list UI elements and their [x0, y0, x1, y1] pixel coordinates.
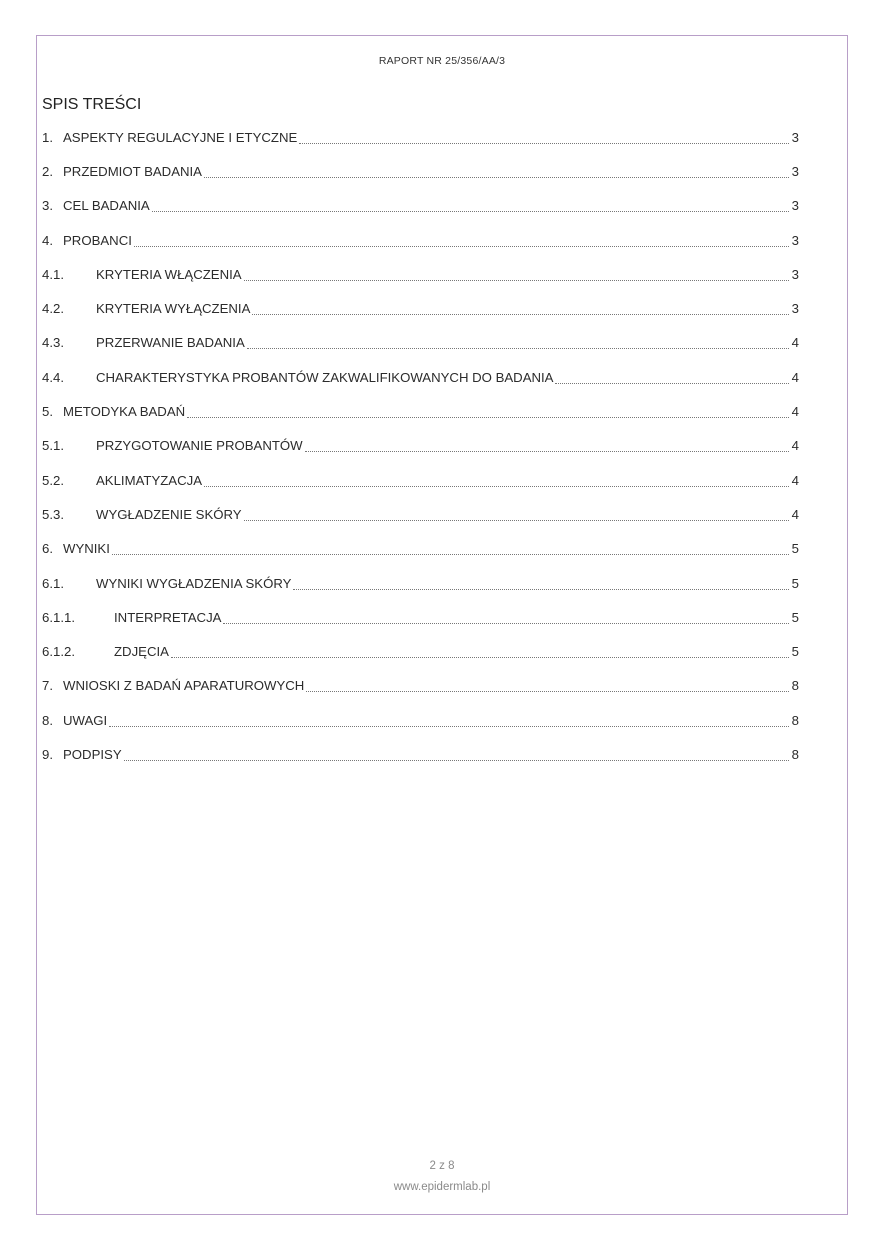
toc-entry-number: 5.3. [42, 506, 64, 522]
toc-entry-page: 4 [791, 369, 799, 385]
toc-entry-label: ASPEKTY REGULACYJNE I ETYCZNE [63, 129, 298, 145]
toc-leader-dots [293, 579, 789, 590]
toc-entry-number: 4.4. [42, 369, 64, 385]
toc-entry-label: WYGŁADZENIE SKÓRY [96, 506, 242, 522]
toc-leader-dots [305, 441, 789, 452]
toc-entry-page: 5 [791, 541, 799, 557]
toc-leader-dots [306, 681, 789, 692]
toc-entry-page: 8 [791, 746, 799, 762]
toc-entry[interactable] [42, 394, 799, 428]
toc-leader-dots [187, 407, 789, 418]
toc-leader-dots [112, 544, 789, 555]
toc-entry-label: ZDJĘCIA [114, 644, 169, 660]
toc-entry-page: 3 [791, 198, 799, 214]
toc-entry[interactable] [42, 154, 799, 188]
toc-entry[interactable] [42, 634, 799, 668]
toc-entry[interactable] [42, 669, 799, 703]
toc-leader-dots [244, 510, 789, 521]
toc-leader-dots [247, 338, 789, 349]
toc-entry-number: 1. [42, 129, 53, 145]
toc-entry-page: 4 [791, 404, 799, 420]
toc-entry-number: 8. [42, 712, 53, 728]
toc-leader-dots [152, 201, 789, 212]
toc-entry-page: 4 [791, 506, 799, 522]
toc-entry[interactable] [42, 429, 799, 463]
toc-entry-number: 5. [42, 404, 53, 420]
toc-entry-number: 4.1. [42, 266, 64, 282]
toc-entry-page: 3 [791, 232, 799, 248]
toc-entry-label: INTERPRETACJA [114, 609, 222, 625]
toc-entry-label: PRZERWANIE BADANIA [96, 335, 245, 351]
toc-entry-number: 2. [42, 163, 53, 179]
toc-entry[interactable] [42, 703, 799, 737]
toc-entry-number: 3. [42, 198, 53, 214]
toc-entry[interactable] [42, 326, 799, 360]
toc-entry-label: PODPISY [63, 746, 122, 762]
toc-entry-page: 3 [791, 163, 799, 179]
toc-entry-page: 5 [791, 609, 799, 625]
toc-leader-dots [223, 613, 789, 624]
toc-entry-label: KRYTERIA WYŁĄCZENIA [96, 301, 251, 317]
toc-entry[interactable] [42, 223, 799, 257]
toc-entry-label: KRYTERIA WŁĄCZENIA [96, 266, 242, 282]
toc-entry-label: CEL BADANIA [63, 198, 150, 214]
toc-entry-label: CHARAKTERYSTYKA PROBANTÓW ZAKWALIFIKOWANYCH DO BADANIA [96, 369, 554, 385]
toc-leader-dots [124, 750, 789, 761]
toc-entry-page: 5 [791, 644, 799, 660]
toc-entry[interactable] [42, 189, 799, 223]
toc-entry-number: 4.3. [42, 335, 64, 351]
toc-entry-page: 4 [791, 472, 799, 488]
toc-leader-dots [555, 373, 789, 384]
toc-entry[interactable] [42, 291, 799, 325]
toc-entry-number: 6. [42, 541, 53, 557]
toc-entry-label: AKLIMATYZACJA [96, 472, 203, 488]
toc-entry-page: 3 [791, 129, 799, 145]
toc-leader-dots [171, 647, 789, 658]
toc-entry[interactable] [42, 532, 799, 566]
toc-entry-label: PROBANCI [63, 232, 132, 248]
toc-leader-dots [299, 133, 789, 144]
toc-entry-number: 7. [42, 678, 53, 694]
toc-entry-page: 3 [791, 301, 799, 317]
toc-leader-dots [244, 270, 789, 281]
toc-entry-number: 9. [42, 746, 53, 762]
page-number: 2 z 8 [429, 1160, 455, 1172]
toc-entry-number: 6.1.1. [42, 609, 75, 625]
toc-entry-number: 6.1.2. [42, 644, 75, 660]
toc-entry-label: UWAGI [63, 712, 108, 728]
toc-entry-page: 8 [791, 678, 799, 694]
toc-entry-label: METODYKA BADAŃ [63, 404, 186, 420]
toc-entry-label: WYNIKI [63, 541, 110, 557]
toc-leader-dots [134, 236, 789, 247]
toc-entry[interactable] [42, 600, 799, 634]
toc-entry-label: WNIOSKI Z BADAŃ APARATUROWYCH [63, 678, 305, 694]
toc-entry-page: 5 [791, 575, 799, 591]
toc-entry[interactable] [42, 737, 799, 771]
toc-entry[interactable] [42, 463, 799, 497]
toc-title: SPIS TREŚCI [42, 96, 142, 113]
toc-entry-number: 5.1. [42, 438, 64, 454]
toc-entry-label: PRZYGOTOWANIE PROBANTÓW [96, 438, 303, 454]
table-of-contents [42, 120, 799, 772]
toc-entry-number: 4. [42, 232, 53, 248]
toc-entry-number: 4.2. [42, 301, 64, 317]
toc-entry[interactable] [42, 360, 799, 394]
toc-entry[interactable] [42, 257, 799, 291]
toc-entry-label: WYNIKI WYGŁADZENIA SKÓRY [96, 575, 292, 591]
website-footer: www.epidermlab.pl [393, 1181, 491, 1193]
toc-entry[interactable] [42, 566, 799, 600]
toc-entry-page: 3 [791, 266, 799, 282]
report-header: RAPORT NR 25/356/AA/3 [378, 55, 506, 67]
toc-leader-dots [252, 304, 789, 315]
toc-leader-dots [109, 716, 789, 727]
toc-entry-page: 4 [791, 438, 799, 454]
toc-leader-dots [204, 167, 789, 178]
toc-entry-page: 8 [791, 712, 799, 728]
toc-leader-dots [204, 476, 789, 487]
toc-entry-label: PRZEDMIOT BADANIA [63, 163, 202, 179]
toc-entry[interactable] [42, 120, 799, 154]
toc-entry-page: 4 [791, 335, 799, 351]
toc-entry[interactable] [42, 497, 799, 531]
toc-entry-number: 5.2. [42, 472, 64, 488]
toc-entry-number: 6.1. [42, 575, 64, 591]
